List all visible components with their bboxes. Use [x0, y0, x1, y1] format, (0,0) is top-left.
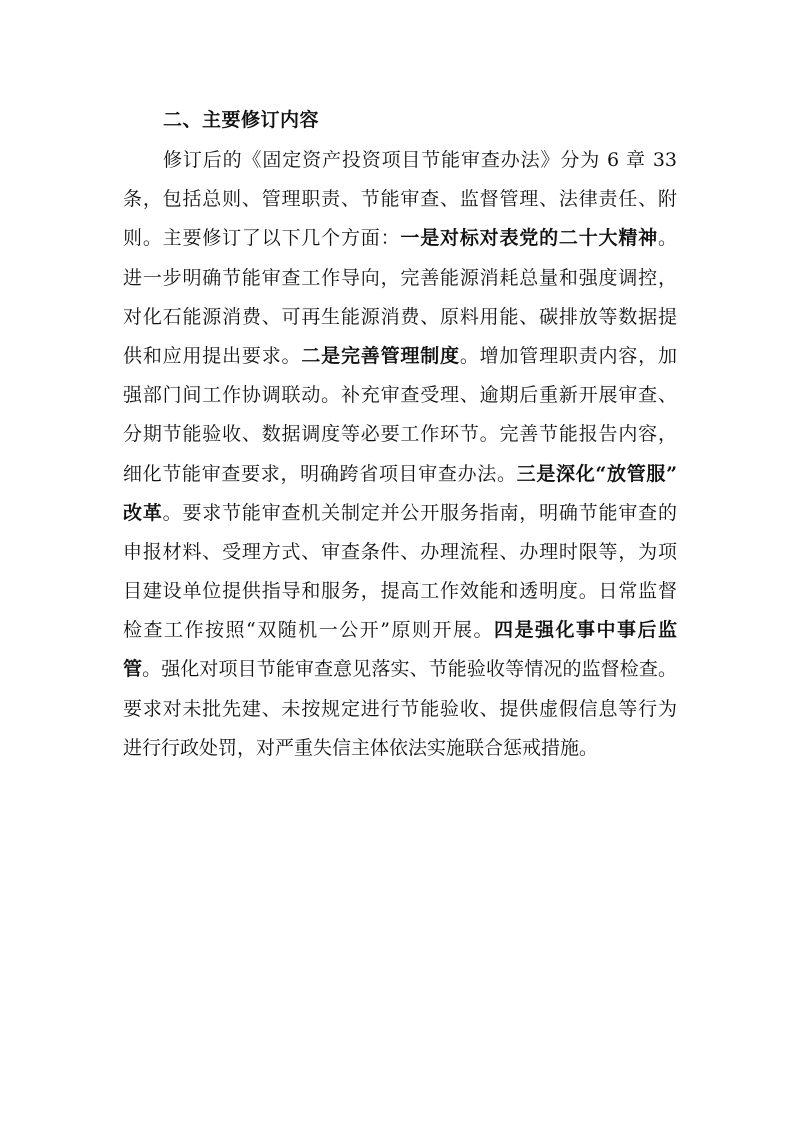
body-paragraph — [123, 141, 677, 768]
body-text-run: 修订后的《固定资产投资项目节能审查办法》分为 6 章 33 — [163, 149, 677, 171]
body-text-run: 进行行政处罚，对严重失信主体依法实施联合惩戒措施。 — [123, 736, 599, 759]
body-text-run: 。增加管理职责内容，加 — [459, 344, 677, 367]
emphasis-text: 四是强化事中事后监 — [493, 619, 677, 642]
paragraph-line — [123, 650, 677, 689]
body-text-run: 检查工作按照“双随机一公开”原则开展。 — [123, 619, 494, 642]
paragraph-line — [123, 180, 677, 219]
paragraph-line — [123, 572, 677, 611]
paragraph-line — [123, 259, 677, 298]
body-text-run: 强部门间工作协调联动。补充审查受理、逾期后重新开展审查、 — [123, 384, 677, 407]
body-text-run: 。强化对项目节能审查意见落实、节能验收等情况的监督检查。 — [142, 658, 677, 681]
section-heading: 二、主要修订内容 — [163, 109, 320, 131]
emphasis-text: 改革 — [123, 501, 163, 524]
paragraph-line — [123, 494, 677, 533]
paragraph-line — [123, 337, 677, 376]
body-text-run: 分期节能验收、数据调度等必要工作环节。完善节能报告内容， — [123, 423, 677, 446]
body-text-run: 目建设单位提供指导和服务，提高工作效能和透明度。日常监督 — [123, 580, 677, 603]
body-text-run: 要求对未批先建、未按规定进行节能验收、提供虚假信息等行为 — [123, 697, 677, 720]
body-text-run: 申报材料、受理方式、审查条件、办理流程、办理时限等，为项 — [123, 540, 677, 563]
paragraph-line — [123, 141, 677, 180]
body-text-run: 则。主要修订了以下几个方面： — [123, 227, 401, 250]
emphasis-text: 三是深化“放管服” — [516, 462, 677, 485]
paragraph-line — [123, 533, 677, 572]
body-text-run: 条，包括总则、管理职责、节能审查、监督管理、法律责任、附 — [123, 188, 677, 211]
paragraph-line — [123, 611, 677, 650]
paragraph-line — [123, 729, 677, 768]
paragraph-line — [123, 298, 677, 337]
body-text-run: 。要求节能审查机关制定并公开服务指南，明确节能审查的 — [162, 501, 677, 524]
body-text-run: 供和应用提出要求。 — [123, 344, 302, 367]
emphasis-text: 管 — [123, 658, 143, 681]
body-text-run: 。 — [657, 227, 677, 250]
paragraph-line — [123, 415, 677, 454]
paragraph-line — [123, 219, 677, 258]
paragraph-line — [123, 690, 677, 729]
emphasis-text: 一是对标对表党的二十大精神 — [400, 227, 658, 250]
body-text-run: 细化节能审查要求，明确跨省项目审查办法。 — [123, 462, 517, 485]
body-text-run: 进一步明确节能审查工作导向，完善能源消耗总量和强度调控， — [123, 266, 677, 289]
paragraph-line — [123, 455, 677, 494]
paragraph-line — [123, 376, 677, 415]
body-text-run: 对化石能源消费、可再生能源消费、原料用能、碳排放等数据提 — [123, 305, 677, 328]
emphasis-text: 二是完善管理制度 — [301, 344, 460, 367]
